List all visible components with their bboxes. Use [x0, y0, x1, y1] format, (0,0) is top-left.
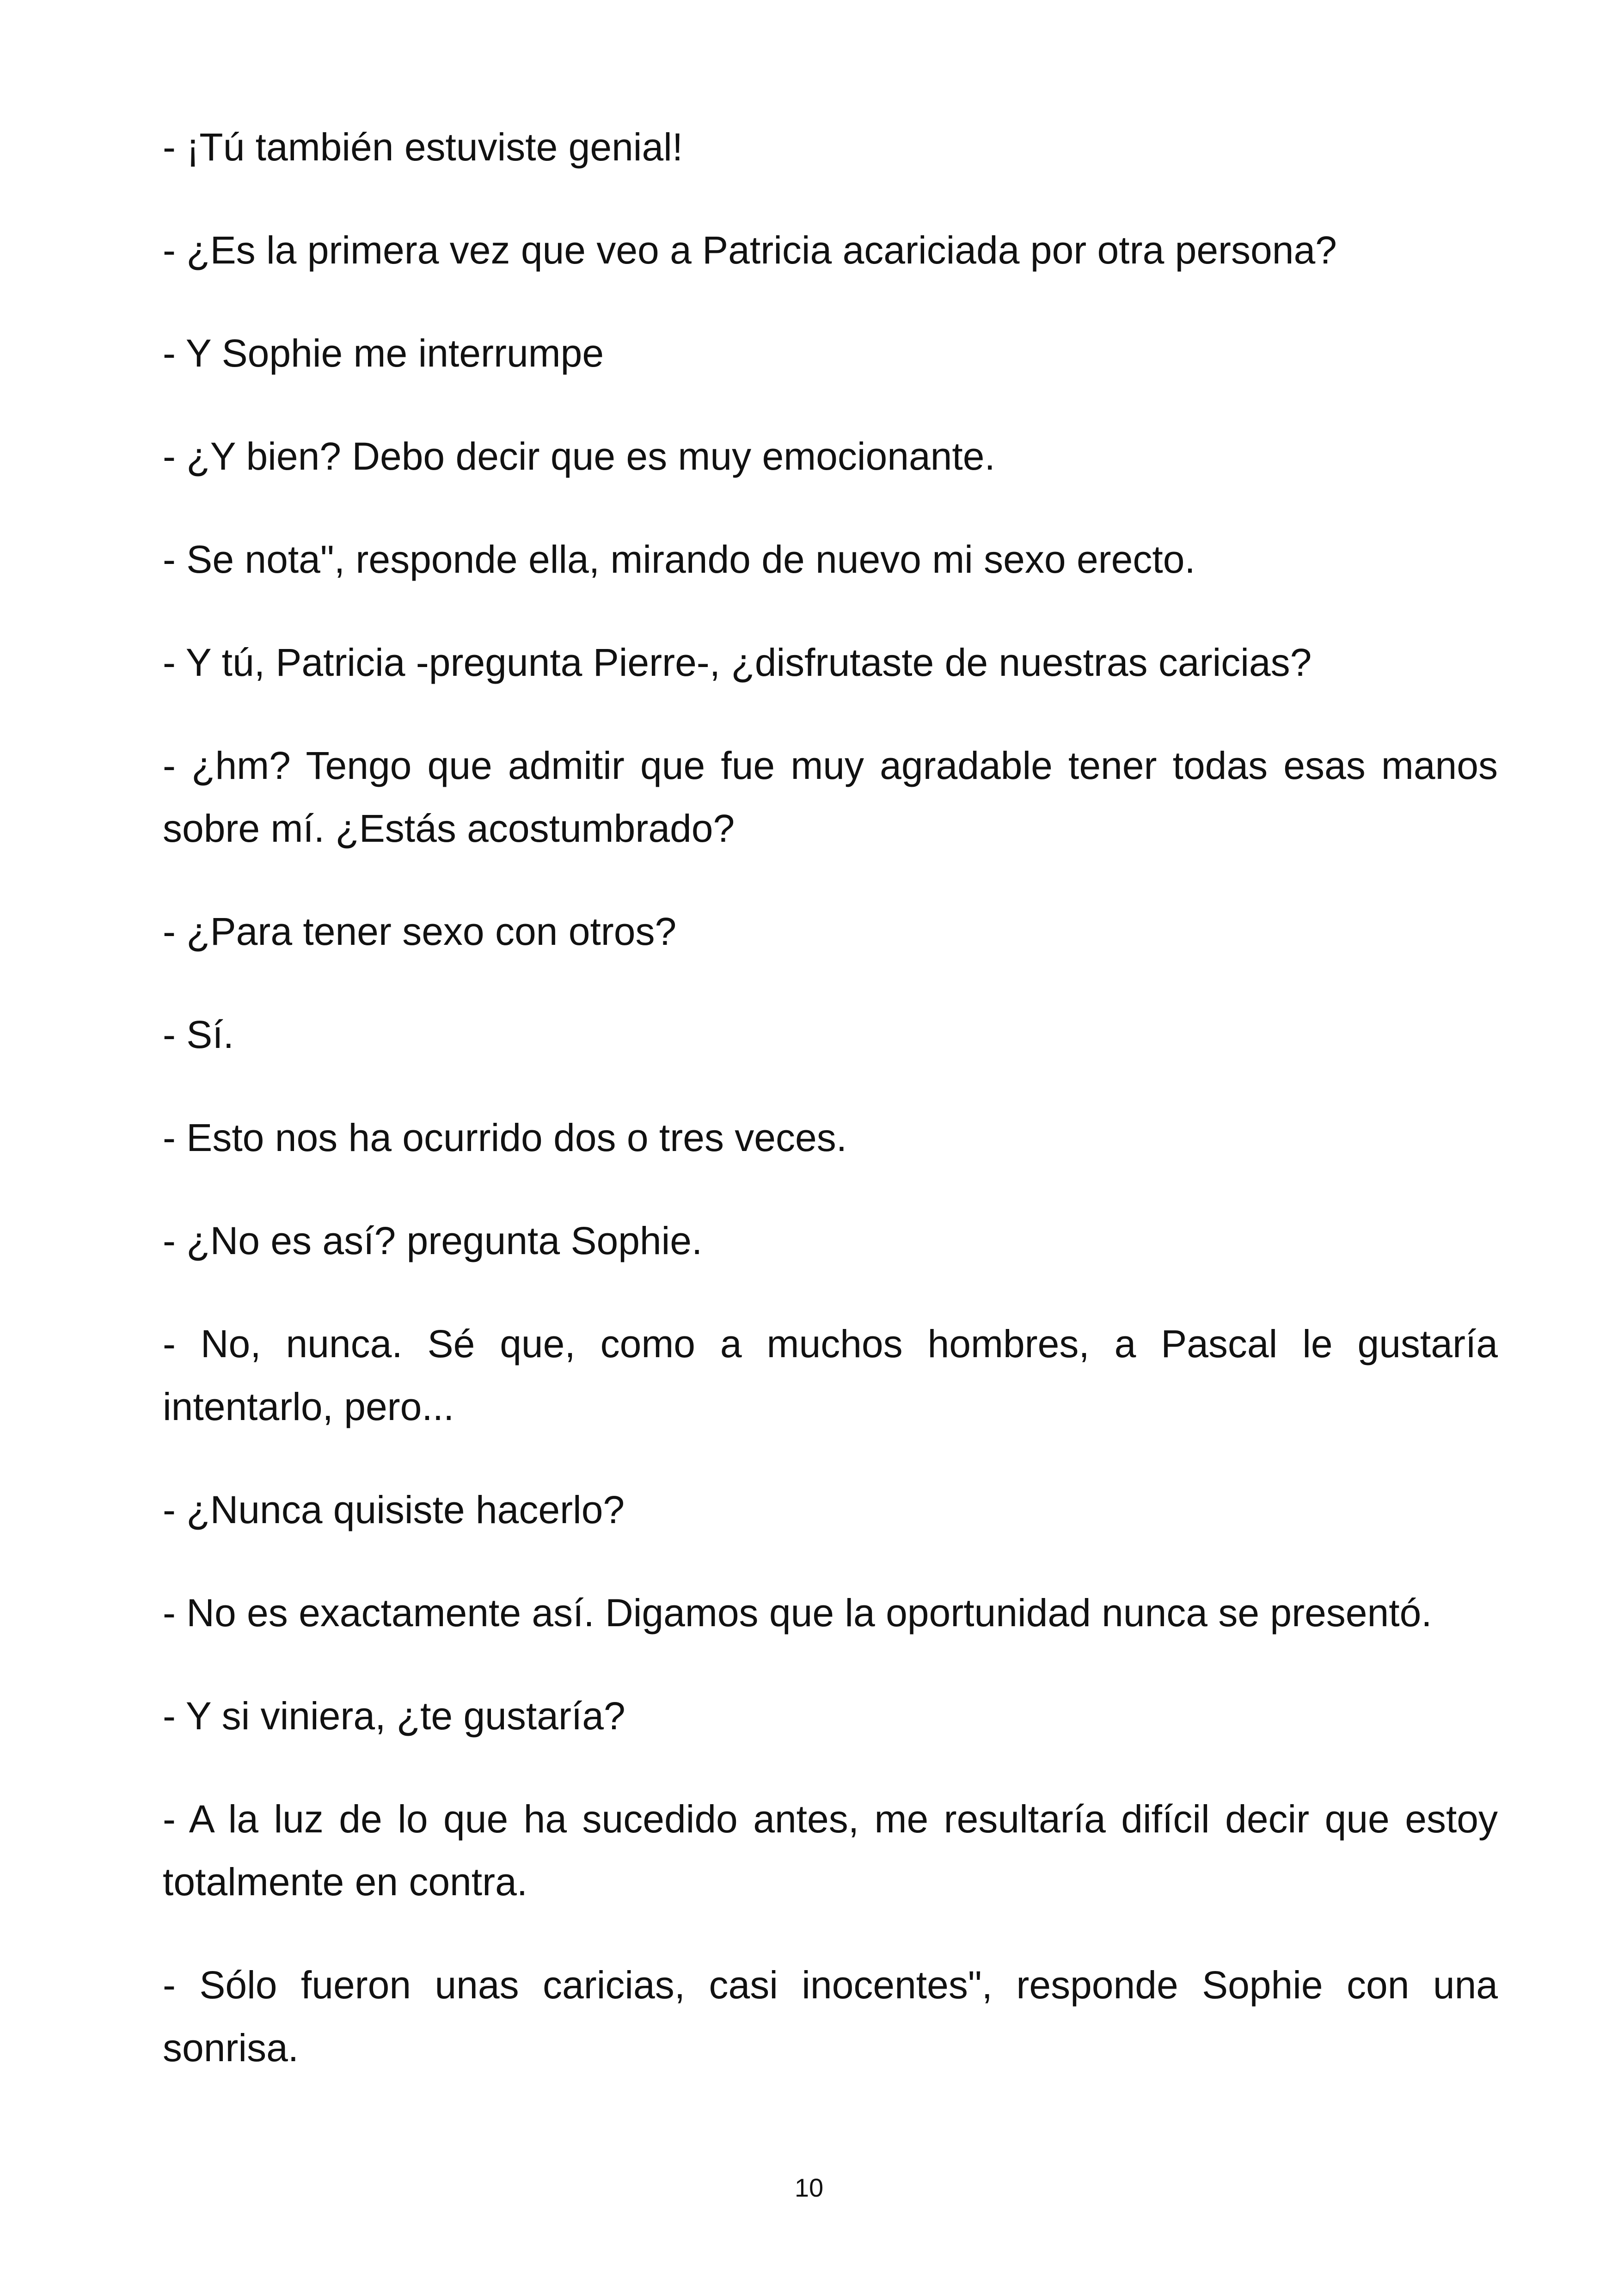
page-number: 10	[794, 2173, 824, 2202]
paragraph: - Y si viniera, ¿te gustaría?	[163, 1694, 625, 1738]
paragraph: - ¿Nunca quisiste hacerlo?	[163, 1488, 625, 1531]
paragraph: - A la luz de lo que ha sucedido antes, me resultaría difícil decir que estoy totalmente en contra.	[163, 1797, 1498, 1904]
paragraph: - Esto nos ha ocurrido dos o tres veces.	[163, 1116, 847, 1159]
paragraph: - Sólo fueron unas caricias, casi inocentes", responde Sophie con una sonrisa.	[163, 1963, 1498, 2069]
paragraph: - ¿hm? Tengo que admitir que fue muy agradable tener todas esas manos sobre mí. ¿Estás acostumbrado?	[163, 744, 1498, 850]
paragraph: - ¿No es así? pregunta Sophie.	[163, 1219, 703, 1262]
paragraph: - ¿Es la primera vez que veo a Patricia acariciada por otra persona?	[163, 228, 1337, 272]
paragraph: - No, nunca. Sé que, como a muchos hombres, a Pascal le gustaría intentarlo, pero...	[163, 1322, 1498, 1428]
paragraph: - Se nota", responde ella, mirando de nuevo mi sexo erecto.	[163, 538, 1195, 581]
paragraph: - Y tú, Patricia -pregunta Pierre-, ¿disfrutaste de nuestras caricias?	[163, 641, 1312, 684]
paragraph: - Y Sophie me interrumpe	[163, 331, 604, 375]
paragraph: - No es exactamente así. Digamos que la oportunidad nunca se presentó.	[163, 1591, 1432, 1635]
body-text	[163, 116, 1498, 2119]
paragraph: - Sí.	[163, 1013, 234, 1056]
paragraph: - ¿Y bien? Debo decir que es muy emocionante.	[163, 435, 995, 478]
paragraph: - ¡Tú también estuviste genial!	[163, 125, 683, 169]
paragraph: - ¿Para tener sexo con otros?	[163, 910, 677, 953]
